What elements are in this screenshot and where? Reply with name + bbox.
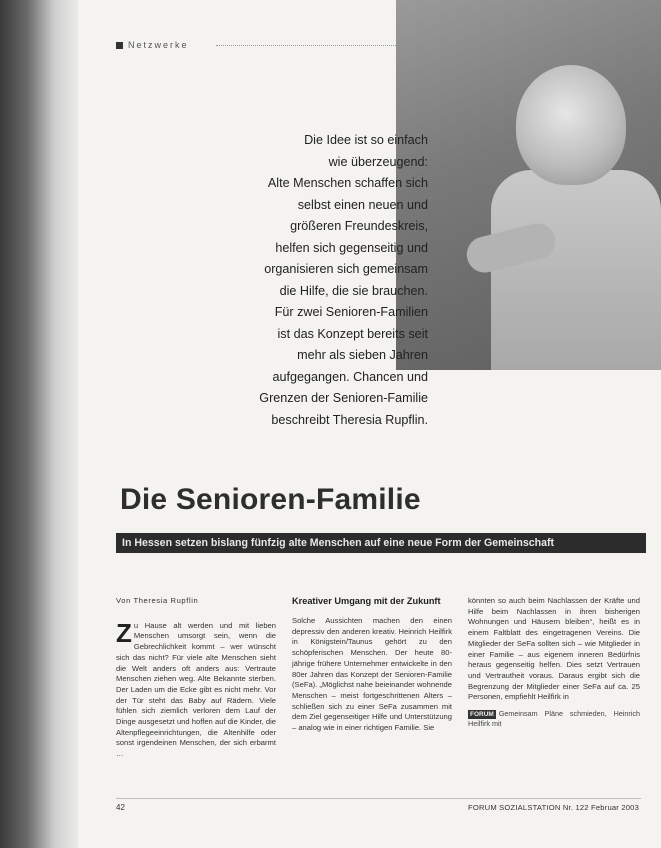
caption-text: Gemeinsam Pläne schmieden, Heinrich Heilfirk mit [468, 709, 640, 729]
photo-figure-head [516, 65, 626, 185]
intro-teaser [198, 130, 428, 431]
image-caption [468, 709, 640, 728]
column-1-text: u Hause alt werden und mit lieben Menschen umsorgt sein, wenn die Gebrechlichkeit kommt – wer wünscht sich das nicht? Für viele alte Menschen sieht die Welt anders oft anders aus: Vertraute Menschen ziehen weg. Alte Bekannte sterben. Der Laden um die Ecke gibt es nicht mehr. Vor der Tür steht das Baby auf Rädern. Viele fühlen sich ziemlich verloren dem Lauf der Dinge ausgesetzt und hoffen auf die Kinder, die Altenpflegeeinrichtungen, die Altenhilfe oder sonst irgendeinen Menschen, der sich erbarmt … [116, 620, 276, 759]
article-column-1 [116, 596, 276, 760]
intro-line: größeren Freundeskreis, [290, 219, 428, 233]
scan-shadow-strip [0, 0, 78, 848]
intro-line: ist das Konzept bereits seit [277, 326, 428, 341]
intro-line: aufgegangen. Chancen und [272, 369, 428, 384]
intro-line: helfen sich gegenseitig und [275, 240, 428, 255]
section-label: Netzwerke [128, 40, 189, 50]
column-2-heading: Kreativer Umgang mit der Zukunft [292, 596, 441, 606]
intro-line: Grenzen der Senioren-Familie [259, 391, 428, 405]
intro-line: die Hilfe, die sie brauchen. [279, 283, 428, 298]
intro-line: Alte Menschen schaffen sich [267, 176, 428, 190]
author-byline: Von Theresia Rupflin [116, 596, 199, 605]
section-header [116, 40, 189, 50]
photo-figure-body [491, 170, 661, 370]
drop-cap: Z [116, 617, 132, 648]
article-column-2 [292, 596, 452, 734]
intro-line: selbst einen neuen und [297, 197, 428, 212]
column-3-text: könnten so auch beim Nachlassen der Kräfte und Hilfe beim Nachlassen in ihren bisherigen Wohnungen und Häusern bleiben“, heißt es in einem Faltblatt des eingetragenen Vereins. Die Mitglieder der SeFa sollten sich – wie Mitglieder in einer Familie – aus eigenem inneren Bedürfnis heraus gegenseitig helfen. Dies setzt Vertrauen und Vertrautheit voraus. Daraus ergibt sich die Begrenzung der Mitglieder einer SeFa auf ca. 25 Personen, empfiehlt Heilfirk in [468, 596, 640, 702]
intro-line: Für zwei Senioren-Familien [274, 305, 428, 319]
page-number: 42 [116, 803, 125, 812]
article-title: Die Senioren-Familie [120, 483, 421, 516]
article-column-3 [468, 596, 640, 728]
publication-footer: FORUM SOZIALSTATION Nr. 122 Februar 2003 [468, 803, 640, 812]
column-2-text: Solche Aussichten machen den einen depressiv den anderen kreativ. Heinrich Heilfirk in Königstein/Taunus gehört zu den schöpferischen Menschen. Der heute 80-jährige frühere Unternehmer entwickelte in den 80er Jahren das Konzept der Senioren-Familie (SeFa). „Möglichst nahe beieinander wohnende Menschen – meist fortgeschrittenen Alters – schließen sich zu einer SeFa zusammen mit dem Ziel gegenseitiger Hilfe und Unterstützung – analog wie in einer richtigen Familie. Sie [292, 616, 452, 733]
intro-line: organisieren sich gemeinsam [264, 262, 428, 276]
intro-line: beschreibt Theresia Rupflin. [271, 412, 428, 427]
article-subtitle-bar: In Hessen setzen bislang fünfzig alte Menschen auf eine neue Form der Gemeinschaft [116, 533, 646, 553]
caption-tag: FORUM [470, 711, 494, 719]
intro-line: Die Idee ist so einfach [304, 133, 428, 147]
intro-line: mehr als sieben Jahren [297, 348, 428, 362]
intro-line: wie überzeugend: [328, 154, 428, 169]
footer-rule [116, 798, 641, 799]
section-square-icon [116, 42, 123, 49]
portrait-photo [396, 0, 661, 370]
magazine-page [78, 0, 661, 848]
